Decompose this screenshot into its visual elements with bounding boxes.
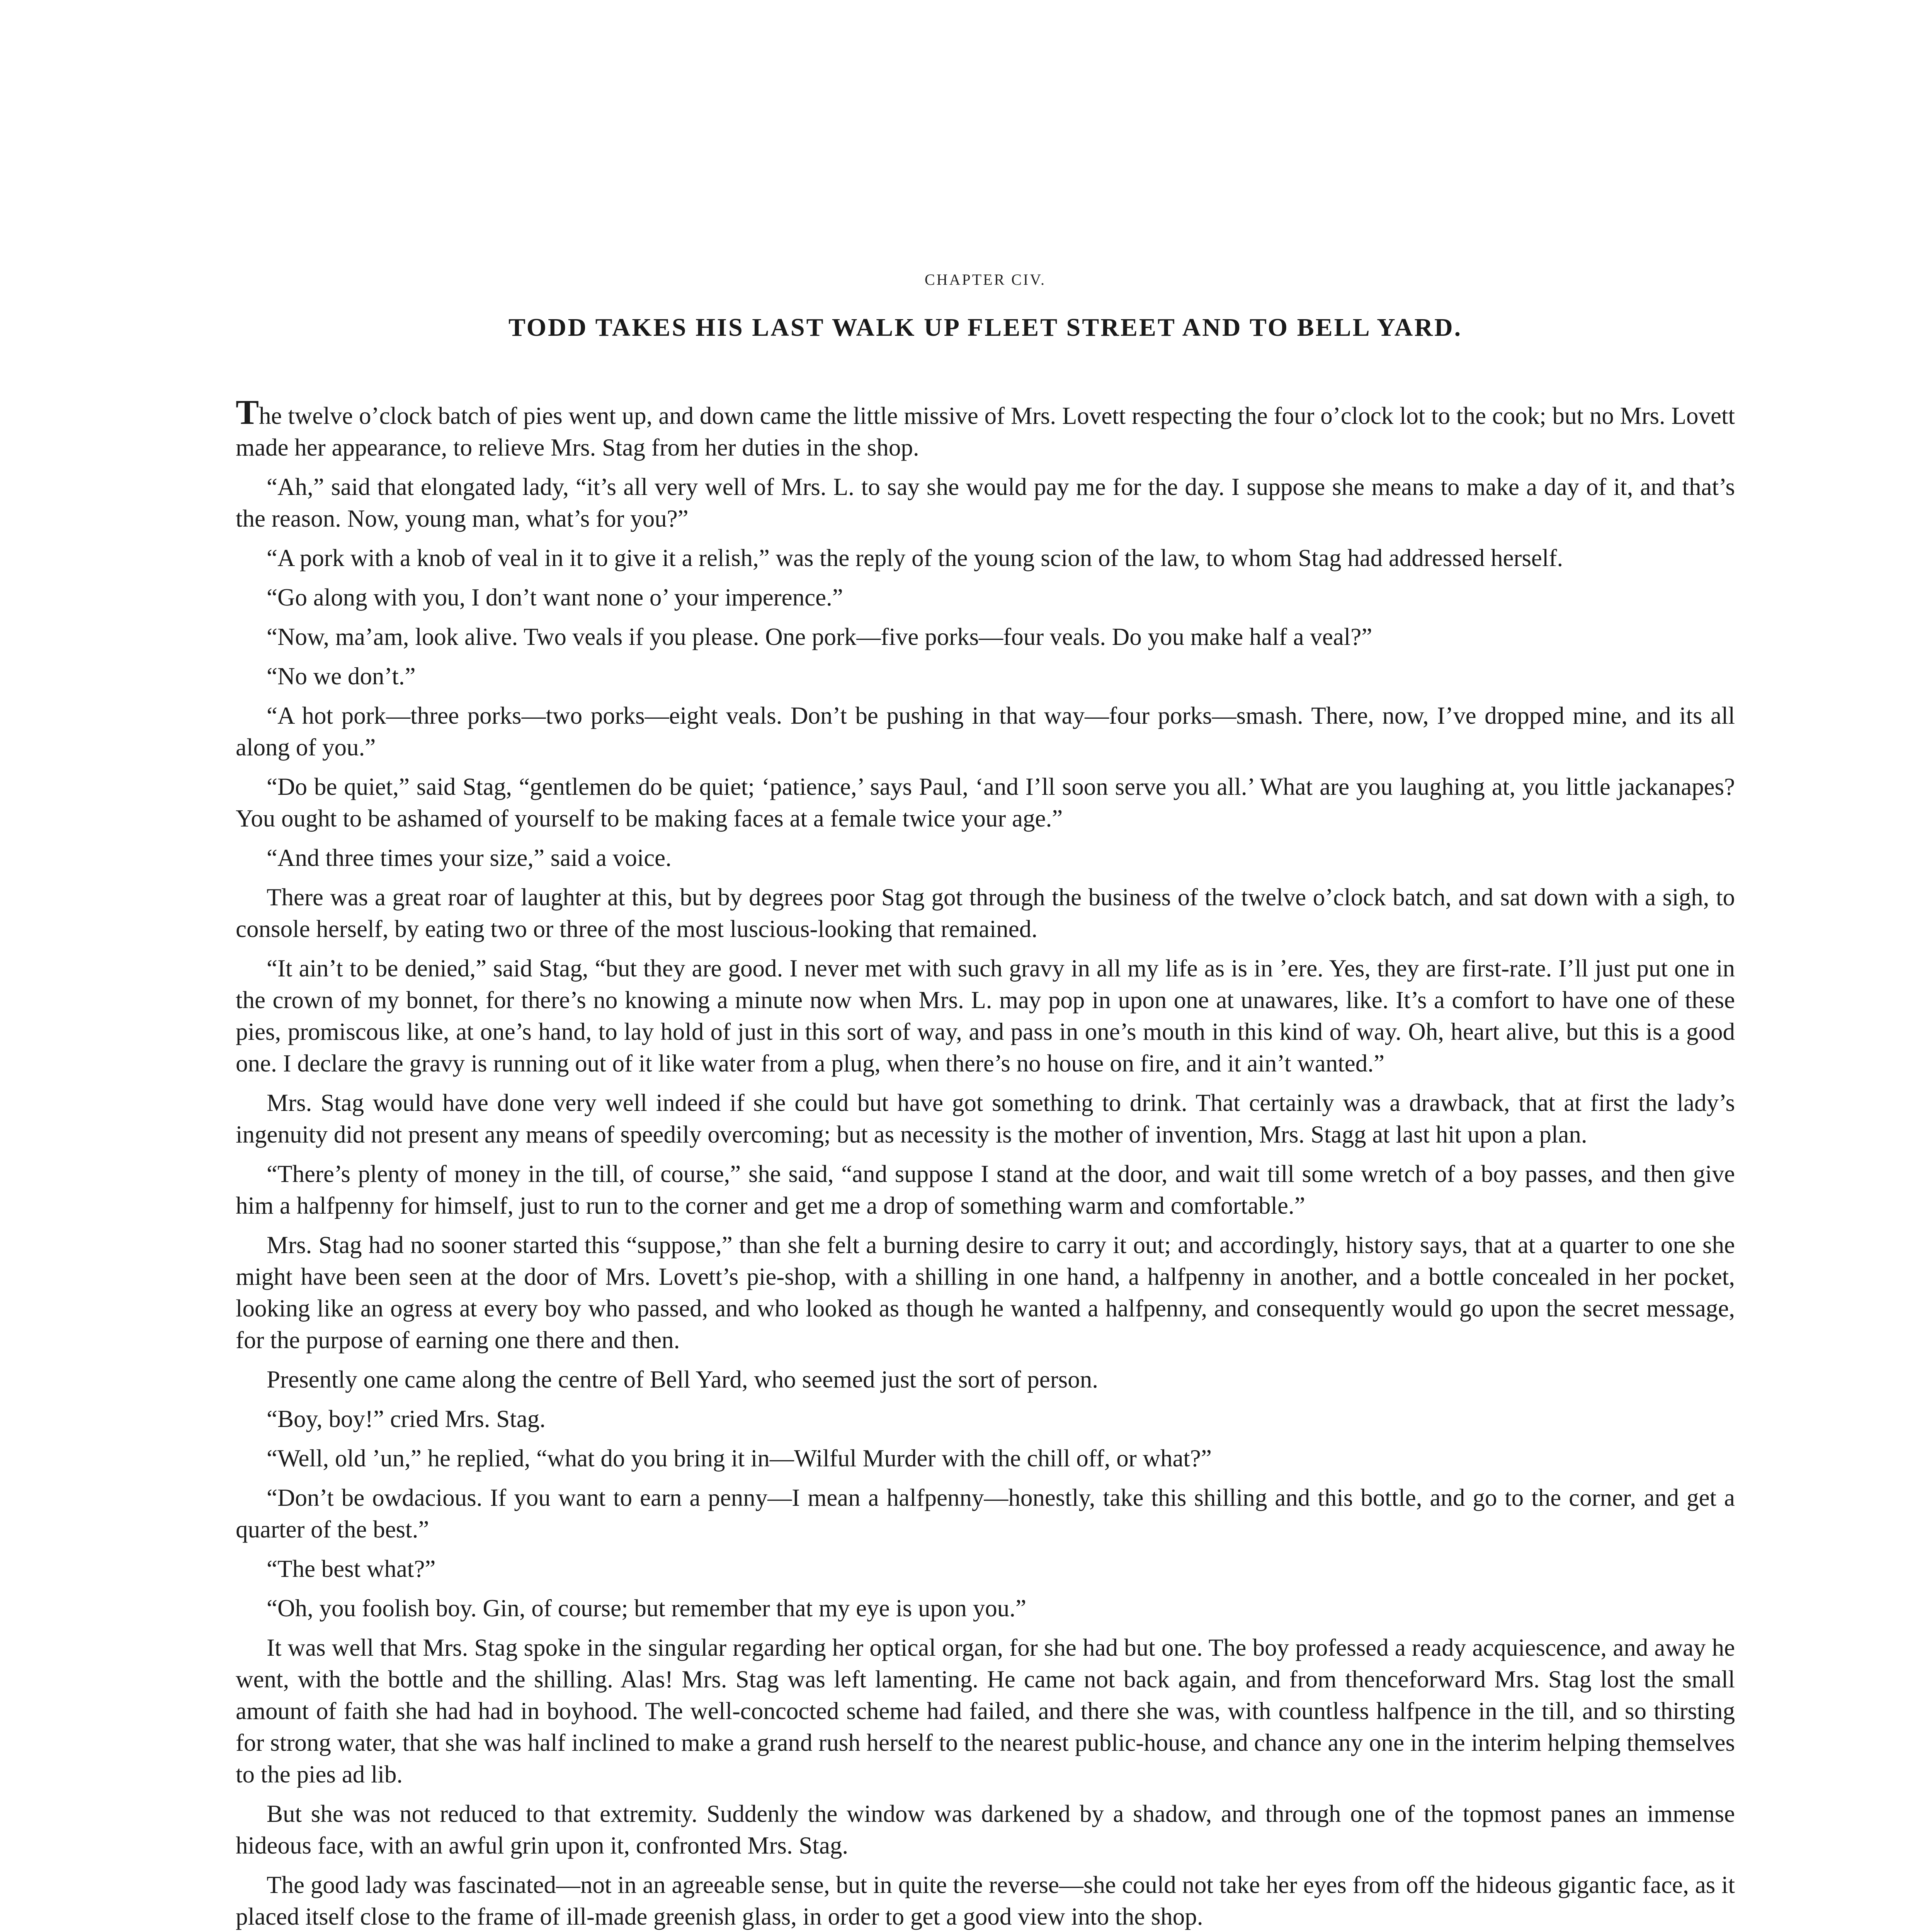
paragraph: “Now, ma’am, look alive. Two veals if you please. One pork—five porks—four veals. Do you make half a veal?” — [267, 623, 1372, 650]
paragraph: “Ah,” said that elongated lady, “it’s all very well of Mrs. L. to say she would pay me for the day. I suppose she means to make a day of it, and that’s the reason. Now, young man, what’s for you?” — [236, 473, 1735, 532]
paragraph: Mrs. Stag would have done very well indeed if she could but have got something to drink. That certainly was a drawback, that at first the lady’s ingenuity did not present any means of speedily overcoming; but as necessity is the mother of invention, Mrs. Stagg at last hit upon a plan. — [236, 1089, 1735, 1148]
paragraph: “Oh, you foolish boy. Gin, of course; but remember that my eye is upon you.” — [267, 1595, 1027, 1622]
paragraph: “Don’t be owdacious. If you want to earn a penny—I mean a halfpenny—honestly, take this shilling and this bottle, and go to the corner, and get a quarter of the best.” — [236, 1484, 1735, 1543]
paragraph: “A hot pork—three porks—two porks—eight veals. Don’t be pushing in that way—four porks—smash. There, now, I’ve dropped mine, and its all along of you.” — [236, 702, 1735, 761]
chapter-body — [236, 393, 1735, 1932]
paragraph: “It ain’t to be denied,” said Stag, “but they are good. I never met with such gravy in all my life as is in ’ere. Yes, they are first-rate. I’ll just put one in the crown of my bonnet, for there’s no knowing a minute now when Mrs. L. may pop in upon one at unawares, like. It’s a comfort to have one of these pies, promiscous like, at one’s hand, to lay hold of just in this sort of way, and pass in one’s mouth in this kind of way. Oh, heart alive, but this is a good one. I declare the gravy is running out of it like water from a plug, when there’s no house on fire, and it ain’t wanted.” — [236, 955, 1735, 1077]
drop-cap: T — [236, 393, 259, 432]
paragraph: “And three times your size,” said a voice. — [267, 844, 672, 871]
paragraph: But she was not reduced to that extremity. Suddenly the window was darkened by a shadow, and through one of the topmost panes an immense hideous face, with an awful grin upon it, confronted Mrs. Stag. — [236, 1800, 1735, 1859]
paragraph: “Well, old ’un,” he replied, “what do you bring it in—Wilful Murder with the chill off, or what?” — [267, 1445, 1212, 1472]
paragraph: There was a great roar of laughter at this, but by degrees poor Stag got through the business of the twelve o’clock batch, and sat down with a sigh, to console herself, by eating two or three of the most luscious-looking that remained. — [236, 884, 1735, 942]
first-paragraph — [236, 393, 1735, 463]
paragraph: “A pork with a knob of veal in it to give it a relish,” was the reply of the young scion of the law, to whom Stag had addressed herself. — [267, 544, 1563, 571]
chapter-number: CHAPTER CIV. — [925, 271, 1046, 288]
paragraph: “Boy, boy!” cried Mrs. Stag. — [267, 1405, 546, 1432]
paragraph: “The best what?” — [267, 1555, 436, 1582]
paragraph: “Go along with you, I don’t want none o’ your imperence.” — [267, 584, 843, 611]
paragraph: Mrs. Stag had no sooner started this “suppose,” than she felt a burning desire to carry it out; and accordingly, history says, that at a quarter to one she might have been seen at the door of Mrs. Lovett’s pie-shop, with a shilling in one hand, a halfpenny in another, and a bottle concealed in her pocket, looking like an ogress at every boy who passed, and who looked as though he wanted a halfpenny, and consequently would go upon the secret message, for the purpose of earning one there and then. — [236, 1231, 1735, 1354]
first-paragraph-text: he twelve o’clock batch of pies went up, and down came the little missive of Mrs. Lovett respecting the four o’clock lot to the cook; but no Mrs. Lovett made her appearance, to relieve Mrs. Stag from her duties in the shop. — [236, 402, 1735, 461]
paragraph: The good lady was fascinated—not in an agreeable sense, but in quite the reverse—she could not take her eyes from off the hideous gigantic face, as it placed itself close to the frame of ill-made greenish glass, in order to get a good view into the shop. — [236, 1871, 1735, 1930]
paragraph: “There’s plenty of money in the till, of course,” she said, “and suppose I stand at the door, and wait till some wretch of a boy passes, and then give him a halfpenny for himself, just to run to the corner and get me a drop of something warm and comfortable.” — [236, 1160, 1735, 1219]
paragraph: It was well that Mrs. Stag spoke in the singular regarding her optical organ, for she had but one. The boy professed a ready acquiescence, and away he went, with the bottle and the shilling. Alas! Mrs. Stag was left lamenting. He came not back again, and from thenceforward Mrs. Stag lost the small amount of faith she had had in boyhood. The well-concocted scheme had failed, and there she was, with countless halfpence in the till, and so thirsting for strong water, that she was half inclined to make a grand rush herself to the nearest public-house, and chance any one in the interim helping themselves to the pies ad lib. — [236, 1634, 1735, 1788]
paragraph: “Do be quiet,” said Stag, “gentlemen do be quiet; ‘patience,’ says Paul, ‘and I’ll soon serve you all.’ What are you laughing at, you little jackanapes? You ought to be ashamed of yourself to be making faces at a female twice your age.” — [236, 773, 1735, 832]
paragraph: Presently one came along the centre of Bell Yard, who seemed just the sort of person. — [267, 1366, 1098, 1393]
chapter-title: TODD TAKES HIS LAST WALK UP FLEET STREET AND TO BELL YARD. — [508, 313, 1463, 342]
paragraph: “No we don’t.” — [267, 663, 416, 690]
